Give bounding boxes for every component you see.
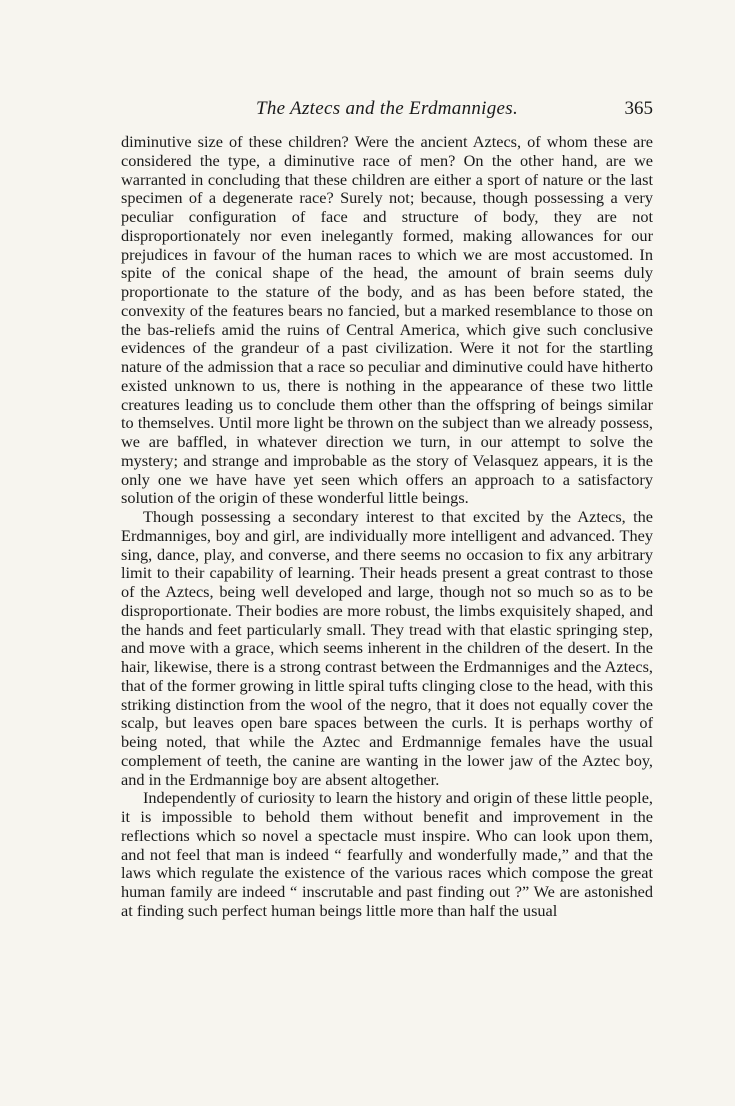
paragraph: diminutive size of these children? Were the ancient Aztecs, of whom these are considered the type, a diminutive race of men? On the other hand, are we warranted in concluding that these children are either a sport of nature or the last specimen of a degenerate race? Surely not; because, though possessing a very peculiar configuration of face and structure of body, they are not disproportionately nor even inelegantly formed, making allowances for our prejudices in favour of the human races to which we are most accustomed. In spite of the conical shape of the head, the amount of brain seems duly proportionate to the stature of the body, and as has been before stated, the convexity of the features bears no fancied, but a marked resemblance to those on the bas-reliefs amid the ruins of Central America, which give such conclusive evidences of the grandeur of a past civilization. Were it not for the startling nature of the admission that a race so peculiar and diminutive could have hitherto existed unknown to us, there is nothing in the appearance of these two little creatures leading us to conclude them other than the offspring of beings similar to themselves. Until more light be thrown on the subject than we already possess, we are baffled, in whatever direction we turn, in our attempt to solve the mystery; and strange and improbable as the story of Velasquez appears, it is the only one we have have yet seen which offers an approach to a satisfactory solution of the origin of these wonderful little beings. bbox=[121, 132, 653, 508]
body-text bbox=[121, 133, 653, 921]
running-head bbox=[121, 98, 653, 122]
running-title: The Aztecs and the Erdmanniges. bbox=[255, 98, 519, 119]
page-number: 365 bbox=[624, 98, 653, 119]
paragraph: Independently of curiosity to learn the history and origin of these little people, it is impossible to behold them without benefit and improvement in the reflections which so novel a spectacle must inspire. Who can look upon them, and not feel that man is indeed “ fearfully and wonderfully made,” and that the laws which regulate the existence of the various races which compose the great human family are indeed “ inscrutable and past finding out ?” We are astonished at finding such perfect human beings little more than half the usual bbox=[121, 788, 653, 920]
paragraph: Though possessing a secondary interest to that excited by the Aztecs, the Erdmanniges, boy and girl, are individually more intelligent and advanced. They sing, dance, play, and converse, and there seems no occasion to fix any arbitrary limit to their capability of learning. Their heads present a great contrast to those of the Aztecs, being well developed and large, though not so much so as to be disproportionate. Their bodies are more robust, the limbs exquisitely shaped, and the hands and feet particularly small. They tread with that elastic springing step, and move with a grace, which seems inherent in the children of the desert. In the hair, likewise, there is a strong contrast between the Erdmanniges and the Aztecs, that of the former growing in little spiral tufts clinging close to the head, with this striking distinction from the wool of the negro, that it does not equally cover the scalp, but leaves open bare spaces between the curls. It is perhaps worthy of being noted, that while the Aztec and Erdmannige females have the usual complement of teeth, the canine are wanting in the lower jaw of the Aztec boy, and in the Erdmannige boy are absent altogether. bbox=[121, 507, 653, 789]
